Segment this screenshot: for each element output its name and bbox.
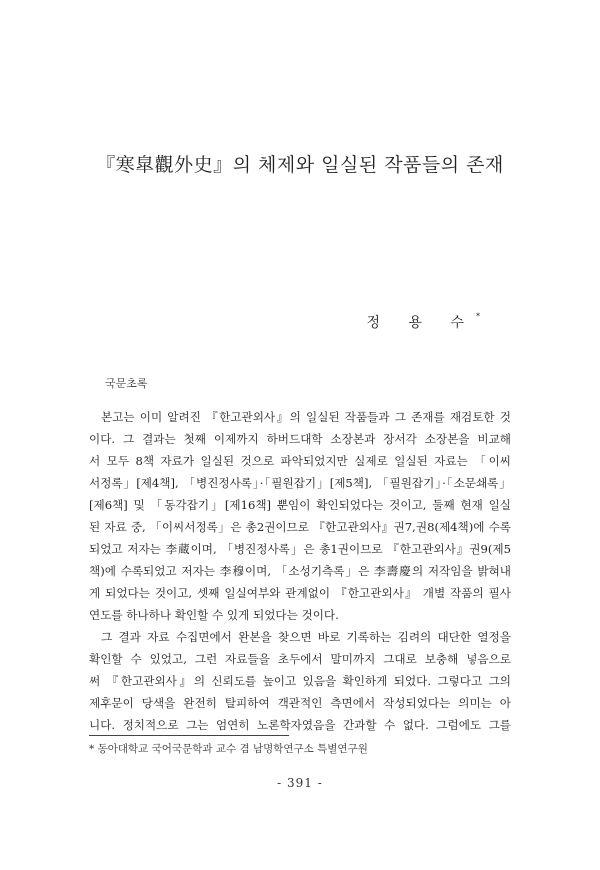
page-number: - 391 - [277,776,323,790]
abstract-body [89,406,511,736]
article-title: 『寒皐觀外史』의 체제와 일실된 작품들의 존재 [96,154,504,176]
abstract-line: 서정록」[제4책], 「병진정사록」·「필원잡기」[제5책], 「필원잡기」·「소문쇄록」 [89,476,511,490]
abstract-line: 연도를 하나하나 확인할 수 있게 되었다는 것이다. [89,608,339,622]
author-footnote-mark: * [476,312,480,321]
footnote-divider [89,735,289,736]
abstract-line: 책)에 수록되었고 저자는 李穆이며, 「소성기측록」은 李壽慶의 저작임을 밝혀내 [89,564,511,578]
abstract-line: 서 모두 8책 자료가 일실된 것으로 파악되었지만 실제로 일실된 자료는 「이씨 [89,454,511,468]
author-affiliation-footnote: * 동아대학교 국어국문학과 교수 겸 남명학연구소 특별연구원 [89,743,368,755]
abstract-line: 된 자료 중, 「이씨서정록」은 총2권이므로 『한고관외사』권7,권8(제4책)에 수록 [89,520,511,534]
abstract-line: 확인할 수 있었고, 그런 자료들을 초두에서 말미까지 그대로 보충해 넣음으로 [89,652,511,666]
abstract-line: 써 『한고관외사』의 신뢰도를 높이고 있음을 확인하게 되었다. 그렇다고 그의 [89,674,511,688]
abstract-line: 되었고 저자는 李蔵이며, 「병진정사록」은 총1권이므로 『한고관외사』권9(제5 [89,542,511,556]
abstract-line: 제후문이 당색을 완전히 탈피하여 객관적인 측면에서 작성되었다는 의미는 아 [89,696,511,710]
abstract-heading: 국문초록 [105,377,148,390]
abstract-line: [제6책] 및 「동각잡기」[제16책] 뿐임이 확인되었다는 것이고, 둘째 현재 일실 [89,498,511,512]
author-name: 정 용 수 [366,315,476,331]
abstract-line: 그 결과 자료 수집면에서 완본을 찾으면 바로 기록하는 김려의 대단한 열정을 [101,630,511,644]
abstract-line: 이다. 그 결과는 첫째 이제까지 하버드대학 소장본과 장서각 소장본을 비교해 [89,432,511,446]
abstract-line: 니다. 정치적으로 그는 엄연히 노론학자였음을 간과할 수 없다. 그럼에도 그를 [89,718,511,732]
abstract-line: 게 되었다는 것이고, 셋째 일실여부와 관계없이 『한고관외사』 개별 작품의 필사 [89,586,511,600]
abstract-line: 본고는 이미 알려진 『한고관외사』의 일실된 작품들과 그 존재를 재검토한 것 [101,410,511,424]
author-line [367,312,480,332]
